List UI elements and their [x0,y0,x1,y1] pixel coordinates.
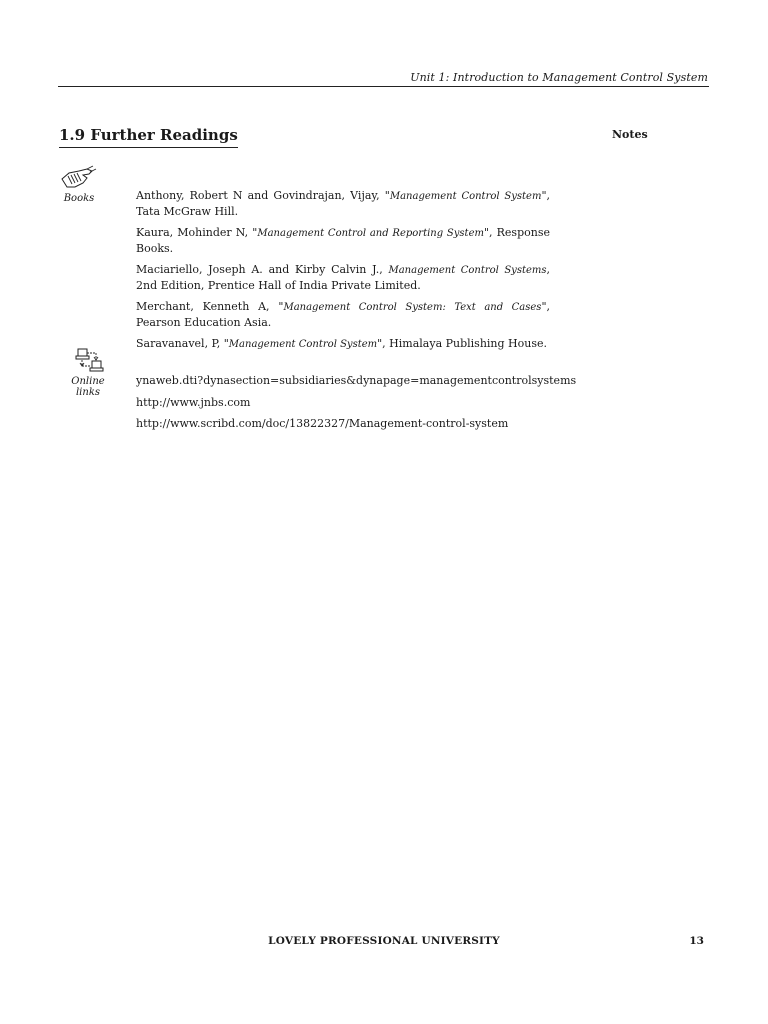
book-reference: Merchant, Kenneth A, "Management Control System: Text and Cases", Pearson Education Asia. [136,300,550,329]
online-links-caption: Online links [71,376,105,398]
notes-label: Notes [612,128,648,141]
online-links-list [136,374,576,439]
online-links-marker [58,348,118,398]
running-header: Unit 1: Introduction to Management Control System [410,71,708,84]
page-number: 13 [689,935,704,947]
book-title: Management Control System [228,339,378,350]
book-reference: Kaura, Mohinder N, "Management Control and Reporting System", Response Books. [136,226,550,255]
book-reference: Maciariello, Joseph A. and Kirby Calvin J., Management Control Systems, 2nd Edition, Prentice Hall of India Private Limited. [136,263,550,292]
books-hand-icon [59,165,99,191]
books-caption: Books [63,193,95,204]
book-reference: Anthony, Robert N and Govindrajan, Vijay, "Management Control System", Tata McGraw Hill. [136,189,550,218]
section-heading: 1.9 Further Readings [59,126,238,148]
book-reference-list [136,189,550,360]
footer-university: LOVELY PROFESSIONAL UNIVERSITY [268,935,500,947]
network-computers-icon [68,348,108,374]
book-reference: Saravanavel, P, "Management Control System", Himalaya Publishing House. [136,337,548,350]
online-link[interactable]: http://www.jnbs.com [136,395,251,409]
header-rule [58,86,709,87]
books-marker [58,165,100,204]
online-link[interactable]: http://www.scribd.com/doc/13822327/Management-control-system [136,417,509,430]
book-title: Management Control Systems [388,265,547,276]
book-title: Management Control System: Text and Cases [283,302,542,313]
book-title: Management Control and Reporting System [257,228,484,239]
online-link[interactable]: ynaweb.dti?dynasection=subsidiaries&dynapage=managementcontrolsystems [136,374,577,387]
book-title: Management Control System [389,191,542,202]
